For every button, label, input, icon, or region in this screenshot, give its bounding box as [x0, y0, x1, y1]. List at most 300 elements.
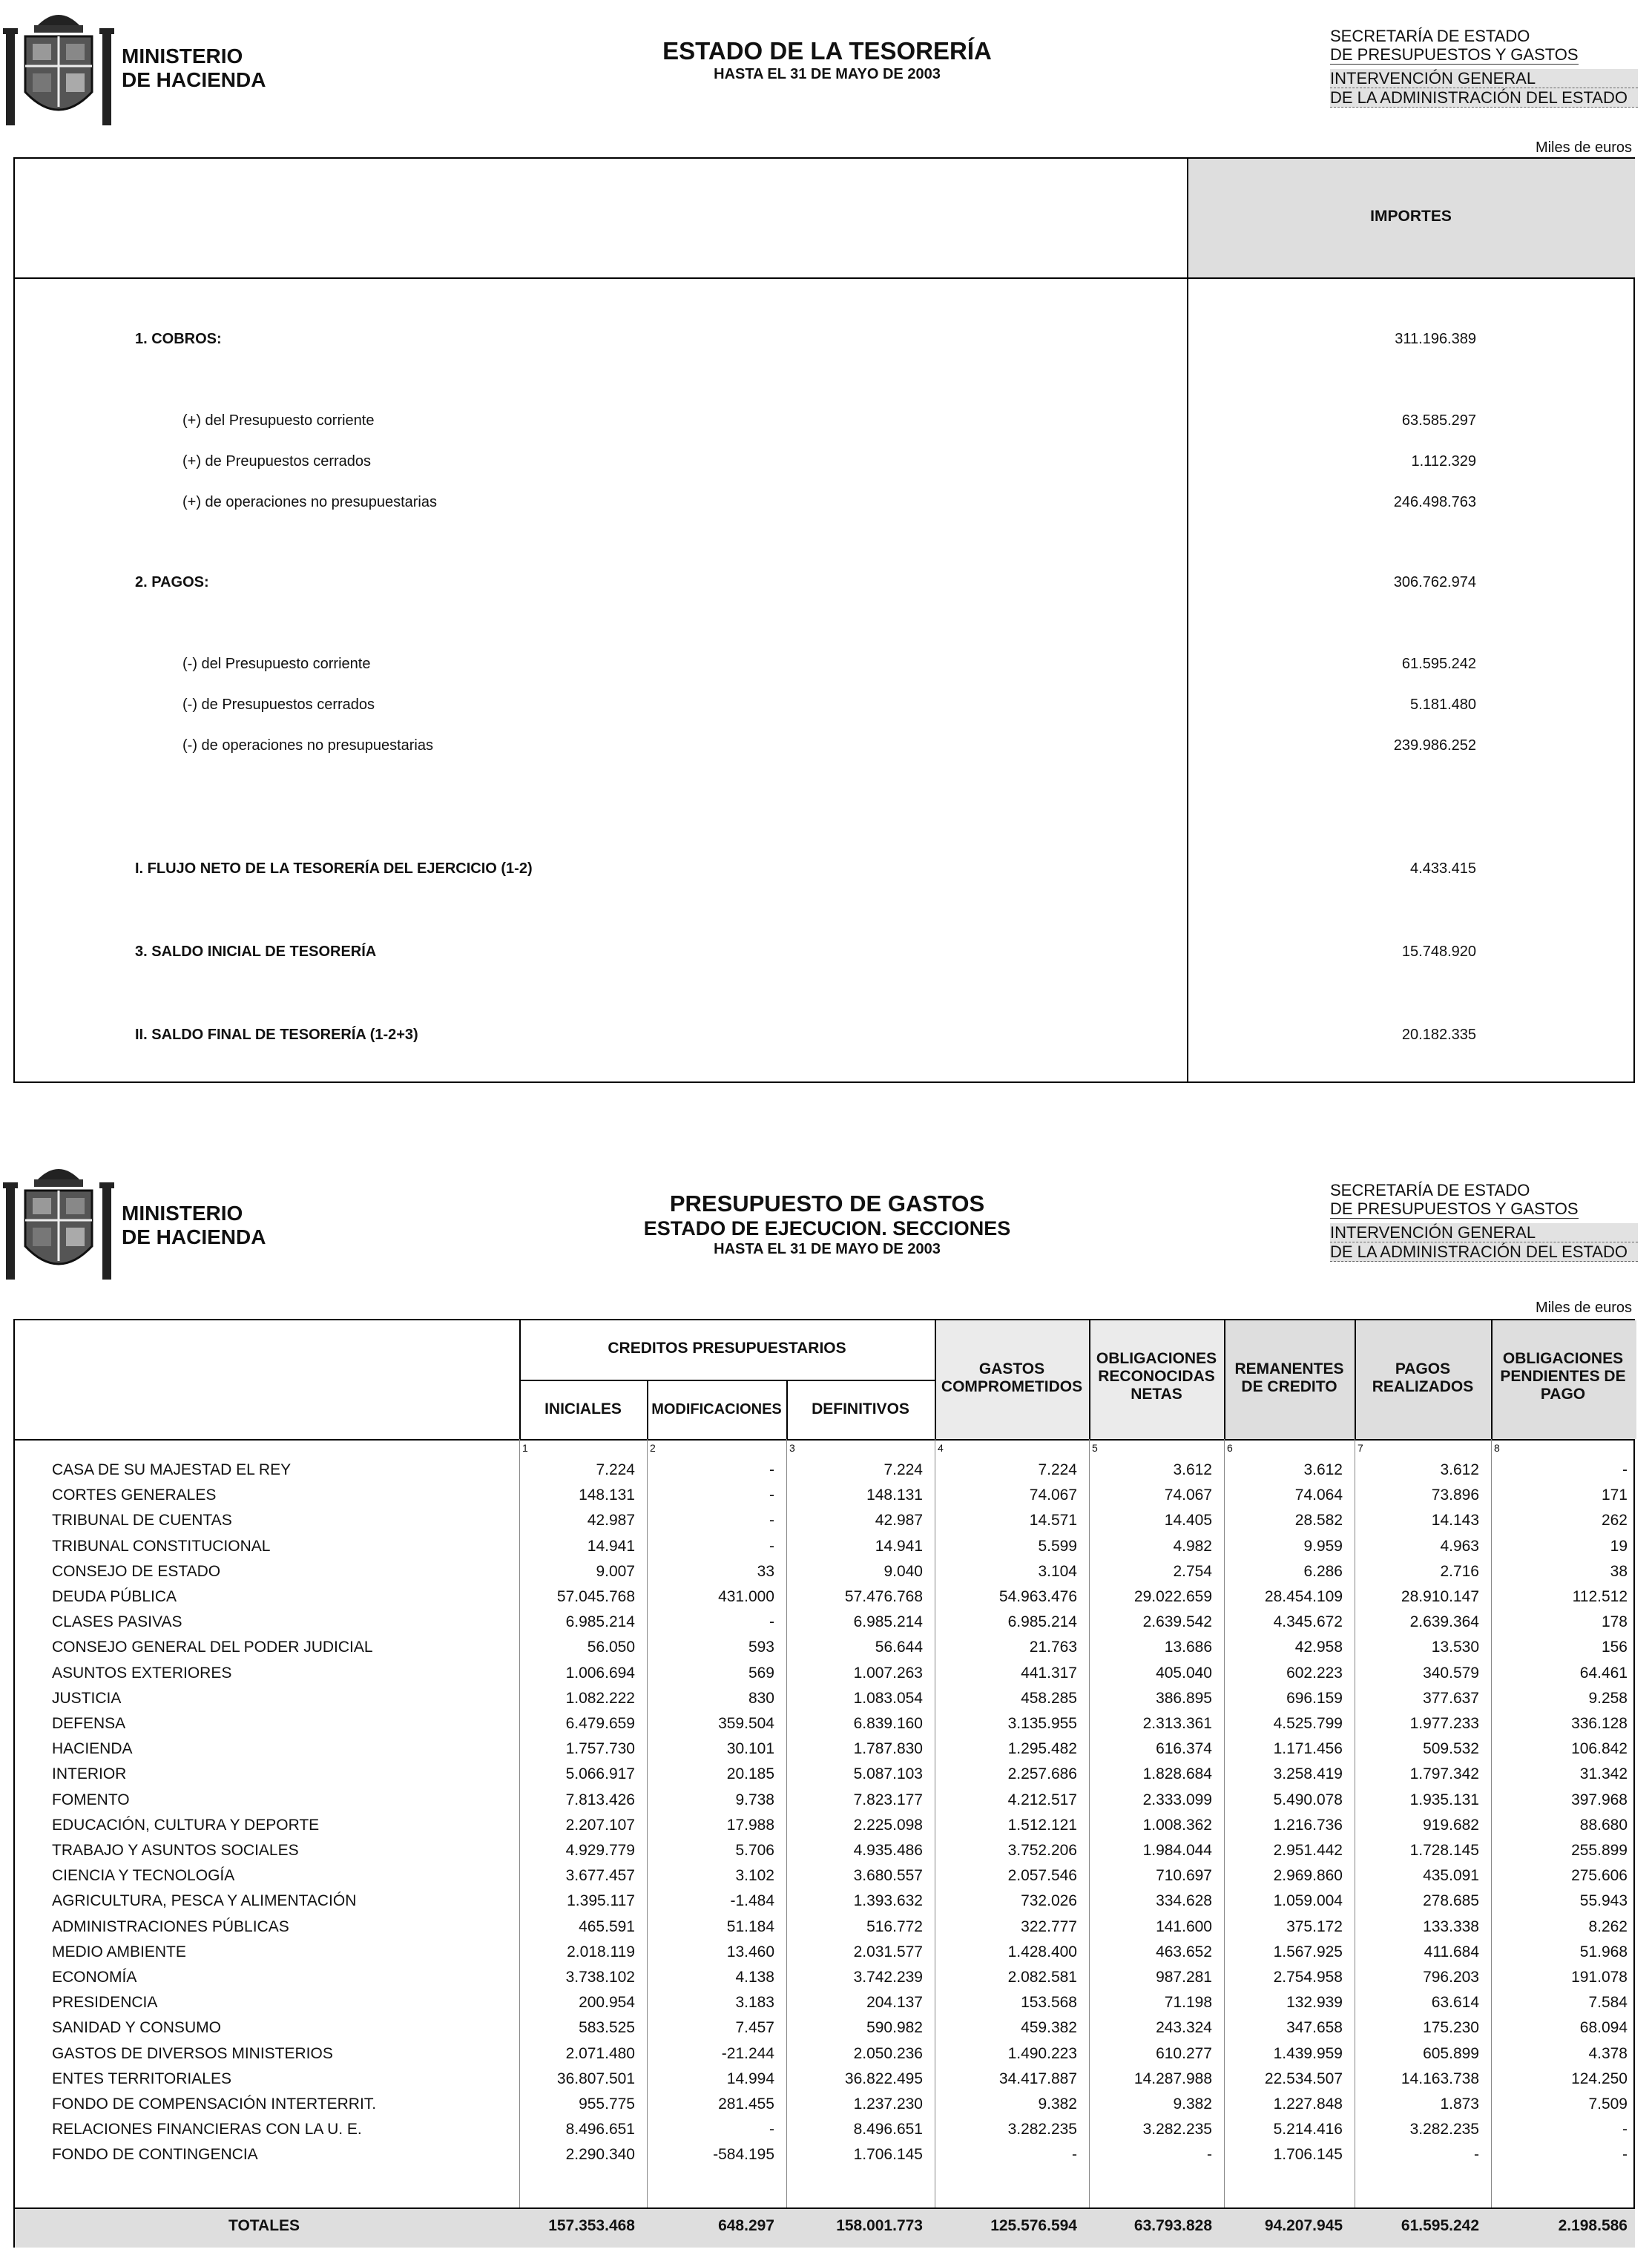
cell-definitivos: 14.941	[875, 1537, 923, 1555]
cell-obligaciones-reconocidas: 4.982	[1173, 1537, 1212, 1555]
cell-obligaciones-pendientes: 68.094	[1579, 2019, 1628, 2037]
header-oblig-3: NETAS	[1131, 1386, 1182, 1403]
header-pend-1: OBLIGACIONES	[1502, 1350, 1624, 1367]
cell-iniciales: 200.954	[579, 1994, 635, 2012]
secretaria-block	[1330, 1181, 1638, 1262]
section-name: FONDO DE CONTINGENCIA	[52, 2146, 258, 2164]
cell-modificaciones: -	[769, 1461, 774, 1478]
cell-gastos-comprometidos: 14.571	[1029, 1512, 1077, 1530]
cell-definitivos: 3.680.557	[853, 1867, 923, 1885]
cell-iniciales: 7.224	[596, 1461, 635, 1478]
cell-obligaciones-reconocidas: 14.405	[1164, 1512, 1212, 1530]
section-name: INTERIOR	[52, 1765, 127, 1783]
cell-iniciales: 2.071.480	[565, 2044, 635, 2062]
totals-obligaciones: 63.793.828	[1133, 2217, 1212, 2234]
cell-remanentes: 28.454.109	[1264, 1588, 1343, 1605]
subtitle: HASTA EL 31 DE MAYO DE 2003	[714, 1241, 941, 1257]
row-divider	[519, 1380, 935, 1381]
treasury-row-label: (+) de operaciones no presupuestarias	[182, 494, 437, 510]
cell-gastos-comprometidos: 2.057.546	[1007, 1867, 1077, 1885]
cell-remanentes: 1.171.456	[1273, 1740, 1343, 1758]
cell-remanentes: 132.939	[1286, 1994, 1343, 2012]
cell-remanentes: 3.612	[1303, 1461, 1343, 1478]
cell-gastos-comprometidos: 3.282.235	[1007, 2121, 1077, 2139]
cell-gastos-comprometidos: 2.082.581	[1007, 1969, 1077, 1986]
cell-iniciales: 9.007	[596, 1562, 635, 1580]
cell-iniciales: 583.525	[579, 2019, 635, 2037]
cell-obligaciones-pendientes: 124.250	[1571, 2070, 1628, 2087]
cell-definitivos: 8.496.651	[853, 2121, 923, 2139]
treasury-row-label: II. SALDO FINAL DE TESORERÍA (1-2+3)	[135, 1027, 418, 1043]
title-2: ESTADO DE EJECUCION. SECCIONES	[643, 1217, 1011, 1239]
table-row	[13, 1610, 1635, 1635]
header-gastos-1: GASTOS	[978, 1360, 1045, 1377]
cell-modificaciones: -	[769, 1512, 774, 1530]
cell-obligaciones-reconocidas: -	[1207, 2146, 1212, 2164]
cell-obligaciones-reconocidas: 386.895	[1156, 1689, 1212, 1707]
cell-definitivos: 204.137	[866, 1994, 923, 2012]
cell-remanentes: 3.258.419	[1273, 1765, 1343, 1783]
cell-remanentes: 4.525.799	[1273, 1715, 1343, 1732]
cell-modificaciones: -	[769, 1486, 774, 1504]
table-row	[13, 1965, 1635, 1990]
cell-iniciales: 4.929.779	[565, 1842, 635, 1859]
treasury-row-label: (-) de Presupuestos cerrados	[182, 697, 375, 713]
secretaria-line-1: SECRETARÍA DE ESTADO	[1330, 27, 1530, 45]
section-name: AGRICULTURA, PESCA Y ALIMENTACIÓN	[52, 1892, 357, 1910]
cell-modificaciones: 569	[748, 1664, 774, 1682]
header-pendientes	[1491, 1350, 1635, 1403]
cell-obligaciones-pendientes: 171	[1601, 1486, 1628, 1504]
treasury-row-label: I. FLUJO NETO DE LA TESORERÍA DEL EJERCICIO (1-2)	[135, 860, 533, 877]
treasury-row-value: 20.182.335	[1401, 1027, 1476, 1043]
cell-iniciales: 148.131	[579, 1486, 635, 1504]
column-number: 4	[938, 1442, 944, 1454]
cell-definitivos: 1.237.230	[853, 2095, 923, 2113]
cell-modificaciones: 20.185	[726, 1765, 774, 1783]
cell-definitivos: 1.706.145	[853, 2146, 923, 2164]
cell-pagos-realizados: 14.143	[1431, 1512, 1479, 1530]
treasury-row-value: 15.748.920	[1401, 944, 1476, 960]
cell-obligaciones-reconocidas: 243.324	[1156, 2019, 1212, 2037]
cell-definitivos: 6.839.160	[853, 1715, 923, 1732]
cell-pagos-realizados: -	[1474, 2146, 1479, 2164]
totals-label: TOTALES	[228, 2217, 300, 2234]
cell-remanentes: 2.969.860	[1273, 1867, 1343, 1885]
cell-gastos-comprometidos: 5.599	[1038, 1537, 1077, 1555]
cell-pagos-realizados: 4.963	[1440, 1537, 1479, 1555]
totals-modificaciones: 648.297	[718, 2217, 774, 2234]
section-name: CORTES GENERALES	[52, 1486, 217, 1504]
subtitle: HASTA EL 31 DE MAYO DE 2003	[714, 66, 941, 82]
section-name: CASA DE SU MAJESTAD EL REY	[52, 1461, 292, 1478]
cell-pagos-realizados: 435.091	[1423, 1867, 1479, 1885]
cell-obligaciones-pendientes: 336.128	[1571, 1715, 1628, 1732]
cell-iniciales: 955.775	[579, 2095, 635, 2113]
cell-obligaciones-reconocidas: 9.382	[1173, 2095, 1212, 2113]
cell-obligaciones-reconocidas: 334.628	[1156, 1892, 1212, 1910]
cell-pagos-realizados: 14.163.738	[1401, 2070, 1479, 2087]
cell-modificaciones: 51.184	[726, 1917, 774, 1935]
cell-obligaciones-reconocidas: 610.277	[1156, 2044, 1212, 2062]
section-name: ADMINISTRACIONES PÚBLICAS	[52, 1917, 289, 1935]
cell-definitivos: 2.225.098	[853, 1816, 923, 1834]
treasury-row-label: 3. SALDO INICIAL DE TESORERÍA	[135, 944, 377, 960]
cell-iniciales: 14.941	[587, 1537, 635, 1555]
cell-obligaciones-pendientes: -	[1622, 2121, 1628, 2139]
header-gastos-2: COMPROMETIDOS	[941, 1378, 1083, 1395]
section-name: ASUNTOS EXTERIORES	[52, 1664, 232, 1682]
cell-gastos-comprometidos: 458.285	[1021, 1689, 1077, 1707]
cell-obligaciones-reconocidas: 2.639.542	[1142, 1613, 1212, 1631]
header-obligaciones	[1089, 1350, 1224, 1403]
cell-gastos-comprometidos: 732.026	[1021, 1892, 1077, 1910]
section-name: DEUDA PÚBLICA	[52, 1588, 177, 1605]
cell-obligaciones-pendientes: 275.606	[1571, 1867, 1628, 1885]
cell-remanentes: 28.582	[1294, 1512, 1343, 1530]
cell-remanentes: 74.064	[1294, 1486, 1343, 1504]
ministry-name	[122, 1202, 266, 1249]
header-oblig-2: RECONOCIDAS	[1098, 1368, 1215, 1385]
intervencion-line-1: INTERVENCIÓN GENERAL	[1330, 1223, 1638, 1242]
cell-remanentes: 1.059.004	[1273, 1892, 1343, 1910]
section-name: CLASES PASIVAS	[52, 1613, 182, 1631]
cell-gastos-comprometidos: 1.490.223	[1007, 2044, 1077, 2062]
section-name: ECONOMÍA	[52, 1969, 137, 1986]
table-row	[13, 1635, 1635, 1660]
table-row	[13, 1483, 1635, 1508]
section-name: PRESIDENCIA	[52, 1994, 158, 2012]
cell-gastos-comprometidos: 322.777	[1021, 1917, 1077, 1935]
table-row	[13, 2067, 1635, 2092]
cell-remanentes: 5.214.416	[1273, 2121, 1343, 2139]
cell-obligaciones-pendientes: 178	[1601, 1613, 1628, 1631]
table-row	[13, 1736, 1635, 1762]
treasury-row-value: 311.196.389	[1395, 331, 1476, 347]
table-row	[13, 1838, 1635, 1863]
cell-modificaciones: 14.994	[726, 2070, 774, 2087]
cell-definitivos: 9.040	[883, 1562, 923, 1580]
cell-remanentes: 2.754.958	[1273, 1969, 1343, 1986]
cell-remanentes: 696.159	[1286, 1689, 1343, 1707]
header-pagos	[1355, 1360, 1491, 1396]
cell-obligaciones-pendientes: 156	[1601, 1639, 1628, 1656]
cell-obligaciones-pendientes: 262	[1601, 1512, 1628, 1530]
table-row	[13, 1508, 1635, 1533]
column-number: 8	[1494, 1442, 1500, 1454]
cell-iniciales: 7.813.426	[565, 1791, 635, 1808]
treasury-row-value: 63.585.297	[1401, 412, 1476, 429]
cell-obligaciones-reconocidas: 74.067	[1164, 1486, 1212, 1504]
cell-pagos-realizados: 28.910.147	[1401, 1588, 1479, 1605]
cell-definitivos: 4.935.486	[853, 1842, 923, 1859]
table-row	[13, 1584, 1635, 1610]
totals-remanentes: 94.207.945	[1264, 2217, 1343, 2234]
cell-iniciales: 42.987	[587, 1512, 635, 1530]
cell-iniciales: 1.006.694	[565, 1664, 635, 1682]
table-row	[13, 1940, 1635, 1965]
intervencion-line-2: DE LA ADMINISTRACIÓN DEL ESTADO	[1330, 1242, 1638, 1262]
header-modificaciones: MODIFICACIONES	[651, 1401, 782, 1418]
cell-iniciales: 465.591	[579, 1917, 635, 1935]
units-label: Miles de euros	[1535, 1300, 1632, 1316]
header-oblig-1: OBLIGACIONES	[1096, 1350, 1217, 1367]
units-label: Miles de euros	[1535, 139, 1632, 156]
cell-iniciales: 1.395.117	[567, 1892, 635, 1910]
cell-definitivos: 6.985.214	[853, 1613, 923, 1631]
totals-row	[13, 2207, 1635, 2245]
treasury-row-value: 4.433.415	[1410, 860, 1476, 877]
section-name: EDUCACIÓN, CULTURA Y DEPORTE	[52, 1816, 320, 1834]
cell-modificaciones: -584.195	[713, 2146, 774, 2164]
cell-iniciales: 56.050	[587, 1639, 635, 1656]
cell-gastos-comprometidos: 9.382	[1038, 2095, 1077, 2113]
cell-iniciales: 2.207.107	[565, 1816, 635, 1834]
cell-definitivos: 516.772	[866, 1917, 923, 1935]
table-row	[13, 2142, 1635, 2167]
ministry-line-2: DE HACIENDA	[122, 68, 266, 91]
cell-obligaciones-pendientes: 64.461	[1579, 1664, 1628, 1682]
cell-pagos-realizados: 133.338	[1423, 1917, 1479, 1935]
cell-definitivos: 36.822.495	[844, 2070, 923, 2087]
header-pend-3: PAGO	[1540, 1386, 1586, 1403]
secretaria-block	[1330, 27, 1638, 108]
cell-modificaciones: 3.102	[735, 1867, 774, 1885]
title: ESTADO DE LA TESORERÍA	[662, 37, 992, 65]
cell-definitivos: 57.476.768	[844, 1588, 923, 1605]
ministry-line-1: MINISTERIO	[122, 45, 243, 68]
table-row	[13, 1661, 1635, 1686]
ministry-line-2: DE HACIENDA	[122, 1225, 266, 1248]
cell-modificaciones: -	[769, 1613, 774, 1631]
cell-gastos-comprometidos: 4.212.517	[1007, 1791, 1077, 1808]
header-remanentes	[1224, 1360, 1355, 1396]
cell-obligaciones-pendientes: 4.378	[1588, 2044, 1628, 2062]
totals-gastos: 125.576.594	[990, 2217, 1077, 2234]
cell-obligaciones-reconocidas: 13.686	[1164, 1639, 1212, 1656]
cell-iniciales: 1.757.730	[565, 1740, 635, 1758]
cell-pagos-realizados: 1.873	[1440, 2095, 1479, 2113]
cell-obligaciones-reconocidas: 14.287.988	[1133, 2070, 1212, 2087]
cell-definitivos: 3.742.239	[853, 1969, 923, 1986]
table-row	[13, 2015, 1635, 2041]
column-number: 6	[1227, 1442, 1233, 1454]
table-row	[13, 1559, 1635, 1584]
table-row	[13, 1863, 1635, 1889]
treasury-row-value: 306.762.974	[1393, 574, 1476, 590]
table-row	[13, 2092, 1635, 2117]
cell-obligaciones-reconocidas: 1.984.044	[1142, 1842, 1212, 1859]
cell-gastos-comprometidos: 7.224	[1038, 1461, 1077, 1478]
cell-obligaciones-reconocidas: 2.333.099	[1142, 1791, 1212, 1808]
cell-obligaciones-reconocidas: 3.282.235	[1142, 2121, 1212, 2139]
cell-iniciales: 36.807.501	[556, 2070, 635, 2087]
cell-obligaciones-reconocidas: 2.754	[1173, 1562, 1212, 1580]
cell-obligaciones-reconocidas: 29.022.659	[1133, 1588, 1212, 1605]
section-name: FOMENTO	[52, 1791, 130, 1808]
intervencion-line-1: INTERVENCIÓN GENERAL	[1330, 69, 1638, 88]
header-pend-2: PENDIENTES DE	[1500, 1368, 1626, 1385]
cell-obligaciones-pendientes: 9.258	[1588, 1689, 1628, 1707]
cell-remanentes: 6.286	[1303, 1562, 1343, 1580]
cell-remanentes: 22.534.507	[1264, 2070, 1343, 2087]
cell-gastos-comprometidos: -	[1072, 2146, 1077, 2164]
cell-gastos-comprometidos: 153.568	[1021, 1994, 1077, 2012]
importes-header: IMPORTES	[1370, 208, 1452, 225]
cell-obligaciones-pendientes: 7.584	[1588, 1994, 1628, 2012]
section-name: DEFENSA	[52, 1715, 126, 1732]
cell-obligaciones-reconocidas: 141.600	[1156, 1917, 1212, 1935]
table-row	[13, 1788, 1635, 1813]
cell-gastos-comprometidos: 441.317	[1021, 1664, 1077, 1682]
cell-obligaciones-pendientes: 397.968	[1571, 1791, 1628, 1808]
cell-definitivos: 1.787.830	[853, 1740, 923, 1758]
section-name: CONSEJO GENERAL DEL PODER JUDICIAL	[52, 1639, 373, 1656]
cell-iniciales: 6.479.659	[565, 1715, 635, 1732]
table-row	[13, 1914, 1635, 1940]
cell-iniciales: 3.677.457	[565, 1867, 635, 1885]
table-row	[13, 1889, 1635, 1914]
cell-modificaciones: -1.484	[730, 1892, 774, 1910]
cell-gastos-comprometidos: 1.512.121	[1007, 1816, 1077, 1834]
cell-pagos-realizados: 796.203	[1423, 1969, 1479, 1986]
cell-obligaciones-pendientes: 106.842	[1571, 1740, 1628, 1758]
cell-modificaciones: 17.988	[726, 1816, 774, 1834]
cell-gastos-comprometidos: 459.382	[1021, 2019, 1077, 2037]
treasury-table	[13, 157, 1635, 1083]
cell-modificaciones: 3.183	[735, 1994, 774, 2012]
cell-remanentes: 1.567.925	[1273, 1943, 1343, 1960]
section-name: TRABAJO Y ASUNTOS SOCIALES	[52, 1842, 299, 1859]
cell-definitivos: 2.050.236	[853, 2044, 923, 2062]
cell-gastos-comprometidos: 1.428.400	[1007, 1943, 1077, 1960]
secretaria-line-2: DE PRESUPUESTOS Y GASTOS	[1330, 45, 1579, 64]
cell-pagos-realizados: 919.682	[1423, 1816, 1479, 1834]
cell-modificaciones: 281.455	[718, 2095, 774, 2113]
cell-obligaciones-pendientes: 51.968	[1579, 1943, 1628, 1960]
cell-pagos-realizados: 3.612	[1440, 1461, 1479, 1478]
cell-definitivos: 1.083.054	[853, 1689, 923, 1707]
section-name: RELACIONES FINANCIERAS CON LA U. E.	[52, 2121, 362, 2139]
cell-pagos-realizados: 509.532	[1423, 1740, 1479, 1758]
cell-obligaciones-pendientes: -	[1622, 1461, 1628, 1478]
cell-iniciales: 57.045.768	[556, 1588, 635, 1605]
table-row	[13, 1534, 1635, 1559]
cell-gastos-comprometidos: 34.417.887	[998, 2070, 1077, 2087]
table-row	[13, 2117, 1635, 2142]
cell-pagos-realizados: 2.639.364	[1409, 1613, 1479, 1631]
secretaria-line-2: DE PRESUPUESTOS Y GASTOS	[1330, 1199, 1579, 1218]
cell-iniciales: 2.018.119	[567, 1943, 635, 1960]
cell-pagos-realizados: 3.282.235	[1409, 2121, 1479, 2139]
cell-modificaciones: 33	[757, 1562, 774, 1580]
treasury-row-value: 1.112.329	[1411, 453, 1476, 470]
cell-definitivos: 2.031.577	[853, 1943, 923, 1960]
cell-modificaciones: -	[769, 1537, 774, 1555]
section-name: JUSTICIA	[52, 1689, 122, 1707]
cell-obligaciones-reconocidas: 463.652	[1156, 1943, 1212, 1960]
cell-remanentes: 347.658	[1286, 2019, 1343, 2037]
cell-obligaciones-reconocidas: 710.697	[1156, 1867, 1212, 1885]
cell-obligaciones-pendientes: 55.943	[1579, 1892, 1628, 1910]
cell-obligaciones-pendientes: 191.078	[1571, 1969, 1628, 1986]
coat-of-arms-icon	[3, 3, 114, 129]
section-name: CONSEJO DE ESTADO	[52, 1562, 221, 1580]
treasury-row-label: 1. COBROS:	[135, 331, 222, 347]
header-rem-1: REMANENTES	[1234, 1360, 1344, 1377]
cell-pagos-realizados: 411.684	[1424, 1943, 1479, 1960]
header-iniciales: INICIALES	[544, 1400, 622, 1418]
totals-pendientes: 2.198.586	[1558, 2217, 1628, 2234]
cell-iniciales: 1.082.222	[565, 1689, 635, 1707]
cell-definitivos: 56.644	[875, 1639, 923, 1656]
cell-pagos-realizados: 13.530	[1431, 1639, 1479, 1656]
cell-obligaciones-pendientes: 88.680	[1579, 1816, 1628, 1834]
cell-modificaciones: 830	[748, 1689, 774, 1707]
cell-obligaciones-reconocidas: 987.281	[1156, 1969, 1212, 1986]
intervencion-line-2: DE LA ADMINISTRACIÓN DEL ESTADO	[1330, 88, 1638, 108]
cell-pagos-realizados: 1.797.342	[1409, 1765, 1479, 1783]
section-name: MEDIO AMBIENTE	[52, 1943, 186, 1960]
table-row	[13, 2041, 1635, 2067]
treasury-header-divider	[15, 277, 1635, 279]
cell-modificaciones: 7.457	[735, 2019, 774, 2037]
cell-remanentes: 4.345.672	[1273, 1613, 1343, 1631]
cell-remanentes: 602.223	[1286, 1664, 1343, 1682]
cell-remanentes: 42.958	[1294, 1639, 1343, 1656]
cell-modificaciones: -21.244	[721, 2044, 774, 2062]
page-title	[564, 1191, 1090, 1258]
cell-definitivos: 1.007.263	[853, 1664, 923, 1682]
table-row	[13, 1711, 1635, 1736]
cell-obligaciones-reconocidas: 71.198	[1164, 1994, 1212, 2012]
section-name: FONDO DE COMPENSACIÓN INTERTERRIT.	[52, 2095, 377, 2113]
treasury-row-value: 61.595.242	[1401, 656, 1476, 672]
treasury-row-value: 246.498.763	[1393, 494, 1476, 510]
cell-pagos-realizados: 63.614	[1431, 1994, 1479, 2012]
table-row	[13, 1686, 1635, 1711]
cell-definitivos: 1.393.632	[853, 1892, 923, 1910]
treasury-row-label: (+) del Presupuesto corriente	[182, 412, 375, 429]
treasury-row-label: (+) de Preupuestos cerrados	[182, 453, 372, 470]
table-row	[13, 1458, 1635, 1483]
coat-of-arms-icon	[3, 1157, 114, 1283]
cell-iniciales: 3.738.102	[565, 1969, 635, 1986]
header-pagos-1: PAGOS	[1395, 1360, 1451, 1377]
treasury-column-divider	[1187, 159, 1188, 1083]
column-number: 1	[522, 1442, 528, 1454]
cell-pagos-realizados: 2.716	[1440, 1562, 1479, 1580]
cell-iniciales: 8.496.651	[565, 2121, 635, 2139]
column-number: 2	[650, 1442, 656, 1454]
ministry-line-1: MINISTERIO	[122, 1202, 243, 1225]
cell-remanentes: 1.216.736	[1273, 1816, 1343, 1834]
header-gastos	[935, 1360, 1089, 1396]
cell-iniciales: 6.985.214	[565, 1613, 635, 1631]
cell-obligaciones-reconocidas: 2.313.361	[1142, 1715, 1212, 1732]
cell-obligaciones-reconocidas: 3.612	[1173, 1461, 1212, 1478]
section-name: GASTOS DE DIVERSOS MINISTERIOS	[52, 2044, 333, 2062]
treasury-row-value: 239.986.252	[1393, 737, 1476, 754]
cell-pagos-realizados: 1.935.131	[1409, 1791, 1479, 1808]
cell-obligaciones-pendientes: 7.509	[1588, 2095, 1628, 2113]
cell-definitivos: 5.087.103	[853, 1765, 923, 1783]
column-number: 3	[789, 1442, 795, 1454]
cell-remanentes: 1.706.145	[1273, 2146, 1343, 2164]
cell-modificaciones: 13.460	[726, 1943, 774, 1960]
treasury-row-label: (-) de operaciones no presupuestarias	[182, 737, 433, 754]
column-number: 5	[1092, 1442, 1098, 1454]
